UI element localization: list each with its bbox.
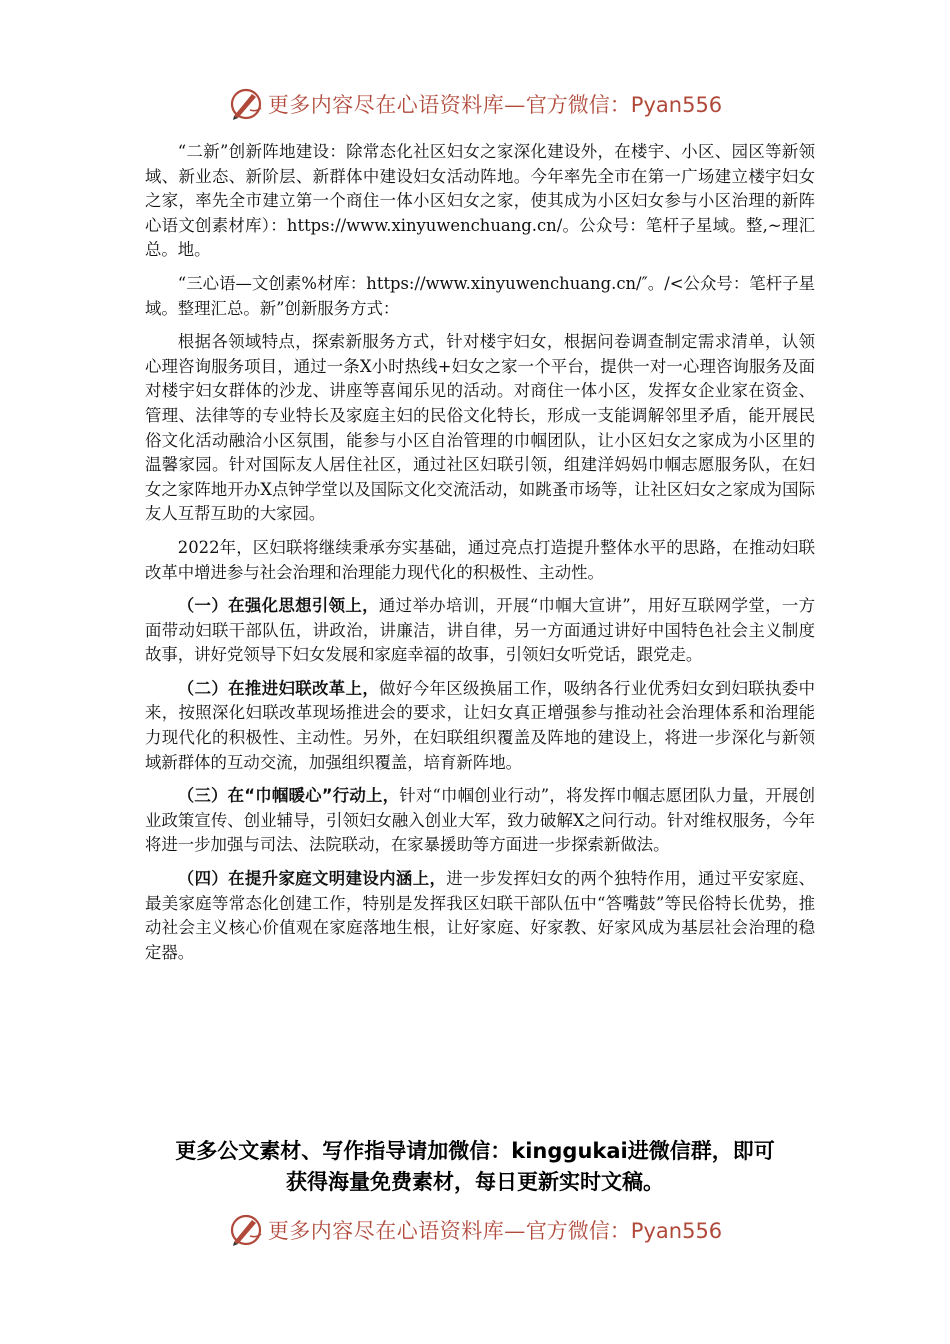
promo-line-2: 获得海量免费素材，每日更新实时文稿。 (286, 1170, 664, 1194)
section-heading-4: （四）在提升家庭文明建设内涵上， (177, 869, 447, 889)
paragraph-2: “三心语—文创素%材库：https://www.xinyuwenchuang.cn/″。/<公众号：笔杆子星域。整理汇总。新”创新服务方式： (145, 273, 815, 318)
banner-brand-text: 更多内容尽在心语资料库— (267, 93, 526, 117)
paragraph-3: 根据各领域特点，探索新服务方式，针对楼宇妇女，根据问卷调查制定需求清单，认领心理咨询服务项目，通过一条X小时热线+妇女之家一个平台，提供一对一心理咨询服务及面对楼宇妇女群体的沙龙、讲座等喜闻乐见的活动。对商住一体小区，发挥女企业家在资金、管理、法律等的专业特长及家庭主妇的民俗文化特长，形成一支能调解邻里矛盾，能开展民俗文化活动融洽小区氛围，能参与小区自治管理的巾帼团队，让小区妇女之家成为小区里的温馨家园。针对国际友人居住社区，通过社区妇联引领，组建洋妈妈巾帼志愿服务队，在妇女之家阵地开办X点钟学堂以及国际文化交流活动，如跳蚤市场等，让社区妇女之家成为国际友人互帮互助的大家园。 (145, 332, 815, 524)
paragraph-5: （一）在强化思想引领上，通过举办培训，开展“巾帼大宣讲”，用好互联网学堂，一方面带动妇联干部队伍，讲政治，讲廉洁，讲自律，另一方面通过讲好中国特色社会主义制度故事，讲好党领导下妇女发展和家庭幸福的故事，引领妇女听党话，跟党走。 (145, 596, 815, 665)
footer-banner (0, 1210, 950, 1250)
paragraph-4: 2022年，区妇联将继续秉承夯实基础，通过亮点打造提升整体水平的思路，在推动妇联改革中增进参与社会治理和治理能力现代化的积极性、主动性。 (145, 537, 815, 582)
header-banner (0, 84, 950, 124)
section-heading-3: （三）在“巾帼暖心”行动上， (177, 786, 400, 806)
document-body (145, 140, 815, 974)
banner-brand-text: 更多内容尽在心语资料库— (267, 1219, 526, 1243)
promo-call-to-action (130, 1136, 820, 1198)
pen-logo-icon (228, 1212, 264, 1248)
section-heading-2: （二）在推进妇联改革上， (177, 678, 380, 698)
pen-logo-icon (228, 86, 264, 122)
banner-wechat-text: 官方微信：Pyan556 (525, 1219, 723, 1243)
paragraph-8: （四）在提升家庭文明建设内涵上，进一步发挥妇女的两个独特作用，通过平安家庭、最美家庭等常态化创建工作，特别是发挥我区妇联干部队伍中“答嘴鼓”等民俗特长优势，推动社会主义核心价值观在家庭落地生根，让好家庭、好家教、好家风成为基层社会治理的稳定器。 (145, 869, 816, 962)
section-heading-1: （一）在强化思想引领上， (177, 596, 379, 616)
banner-wechat-text: 官方微信：Pyan556 (525, 93, 723, 117)
promo-line-1: 更多公文素材、写作指导请加微信：kinggukai进微信群，即可 (175, 1139, 775, 1163)
paragraph-1: “二新”创新阵地建设：除常态化社区妇女之家深化建设外，在楼宇、小区、园区等新领域、新业态、新阶层、新群体中建设妇女活动阵地。今年率先全市在第一广场建立楼宇妇女之家，率先全市建立第一个商住一体小区妇女之家，使其成为小区妇女参与小区治理的新阵心语文创素材库）：https://www.xinyuwenchuang.cn/。公众号：笔杆子星域。整,~理汇总。地。 (145, 142, 815, 260)
paragraph-6: （二）在推进妇联改革上，做好今年区级换届工作，吸纳各行业优秀妇女到妇联执委中来，按照深化妇联改革现场推进会的要求，让妇女真正增强参与推动社会治理体系和治理能力现代化的积极性、主动性。另外，在妇联组织覆盖及阵地的建设上，将进一步深化与新领域新群体的互动交流，加强组织覆盖，培育新阵地。 (145, 678, 815, 772)
paragraph-7: （三）在“巾帼暖心”行动上，针对“巾帼创业行动”，将发挥巾帼志愿团队力量，开展创业政策宣传、创业辅导，引领妇女融入创业大军，致力破解X之问行动。针对维权服务，今年将进一步加强与司法、法院联动，在家暴援助等方面进一步探索新做法。 (145, 786, 815, 855)
